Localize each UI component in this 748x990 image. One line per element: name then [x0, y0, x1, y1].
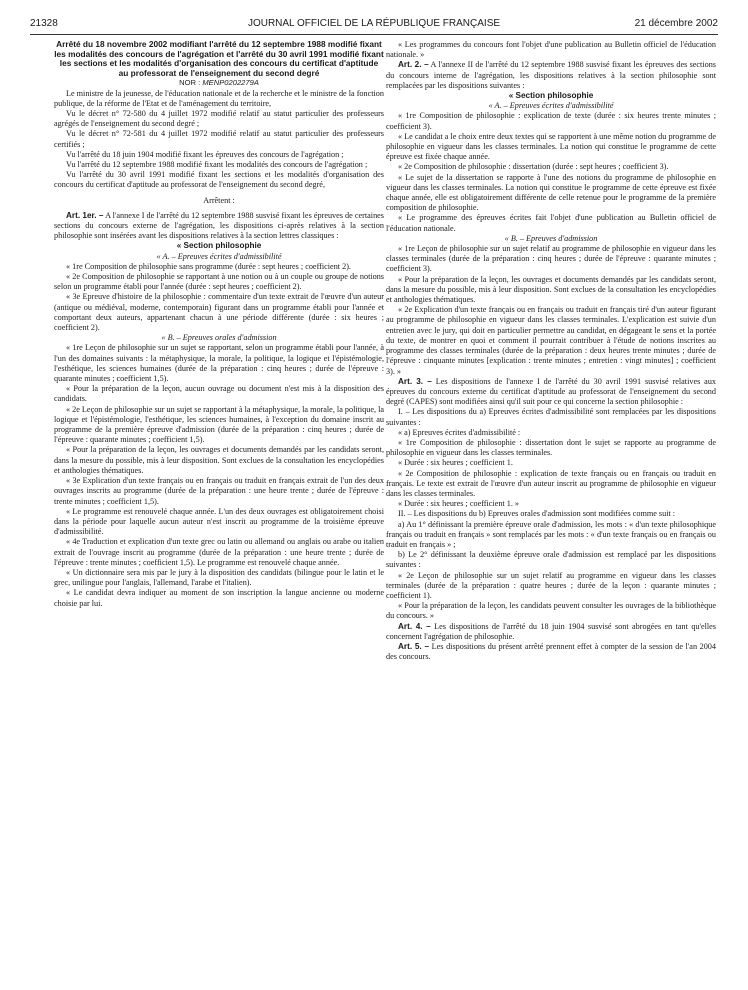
paragraph: « Pour la préparation de la leçon, les ouvrages et documents demandés par les candidats seront, dans la mesure du possible, mis à leur disposition. Sont exclues de la consultation les encyclopédies et anthologies thématiques.	[386, 274, 716, 305]
paragraph: II. – Les dispositions du b) Epreuves orales d'admission sont modifiées comme suit :	[398, 509, 676, 519]
subsection-heading: « A. – Epreuves écrites d'admissibilité	[488, 101, 614, 111]
header-rule	[30, 34, 718, 35]
paragraph: « 2e Leçon de philosophie sur un sujet se rapportant à la métaphysique, la morale, la politique, la logique et l'épistémologie, l'esthétique, les sciences humaines, à l'exception du domaine inscrit au programme de la première épreuve d'admission (durée de la préparation : cinq heures ; durée de l'épreuve : quarante minutes ; coefficient 1,5).	[54, 404, 384, 445]
decree-title: Arrêté du 18 novembre 2002 modifiant l'arrêté du 12 septembre 1988 modifié fixant les modalités des concours de l'agrégation et l'arrêté du 30 avril 1991 modifié fixant les sections et les modalités d'organisation des concours du certificat d'aptitude au professorat de l'enseignement du second degré	[54, 39, 384, 78]
article-5: Art. 5. – Les dispositions du présent arrêté prennent effet à compter de la session de l'an 2004 des concours.	[386, 641, 716, 662]
paragraph: Vu l'arrêté du 12 septembre 1988 modifié fixant les modalités des concours de l'agrégation ;	[66, 160, 368, 169]
paragraph: « Le programme est renouvelé chaque année. L'un des deux ouvrages est obligatoirement choisi dans la période pour laquelle aucun auteur n'est inscrit au programme de la troisième épreuve d'admissibilité.	[54, 506, 384, 537]
paragraph: « Un dictionnaire sera mis par le jury à la disposition des candidats (bilingue pour le latin et le grec, unilingue pour l'anglais, l'allemand, l'arabe et l'italien).	[54, 567, 384, 588]
article-label: Art. 4. –	[398, 621, 431, 631]
paragraph: « Le candidat devra indiquer au moment de son inscription la langue ancienne ou moderne choisie par lui.	[54, 588, 384, 608]
paragraph: Le ministre de la jeunesse, de l'éducation nationale et de la recherche et le ministre de la fonction publique, de la réforme de l'Etat et de l'aménagement du territoire,	[54, 88, 384, 108]
paragraph: « a) Epreuves écrites d'admissibilité :	[398, 427, 521, 437]
paragraph: Vu le décret n° 72-581 du 4 juillet 1972 modifié relatif au statut particulier des professeurs certifiés ;	[54, 129, 384, 149]
paragraph: « Durée : six heures ; coefficient 1. »	[398, 499, 520, 509]
paragraph: « 3e Epreuve d'histoire de la philosophie : commentaire d'un texte extrait de l'œuvre d'un auteur (antique ou médiéval, moderne, contemporain) figurant dans un programme établi pour l'année et comportant deux auteurs, appartenant chacun à une période différente (durée : six heures ; coefficient 2).	[54, 292, 384, 333]
paragraph: « Le sujet de la dissertation se rapporte à l'une des notions du programme de philosophie en vigueur dans les classes terminales. La notion qui constitue le programme de cette épreuve est fixée chaque année, elle est obligatoirement différente de celle retenue pour le programme de la première composition de philosophie.	[386, 172, 716, 213]
nor-code: MENP0202279A	[202, 78, 259, 88]
nor-reference	[54, 78, 384, 88]
page-header	[30, 18, 718, 32]
journal-title: JOURNAL OFFICIEL DE LA RÉPUBLIQUE FRANÇAISE	[247, 18, 501, 29]
article-3: Art. 3. – Les dispositions de l'annexe I de l'arrêté du 30 avril 1991 susvisé relatives aux épreuves du concours externe du certificat d'aptitude au professorat de l'enseignement du second degré (CAPES) sont modifiées ainsi qu'il suit pour ce qui concerne la section philosophie :	[386, 376, 717, 407]
paragraph: Vu le décret n° 72-580 du 4 juillet 1972 modifié relatif au statut particulier des professeurs agrégés de l'enseignement du second degré ;	[54, 108, 384, 129]
paragraph: « 2e Composition de philosophie : dissertation (durée : sept heures ; coefficient 3).	[398, 162, 669, 172]
paragraph: « 1re Composition de philosophie sans programme (durée : sept heures ; coefficient 2).	[66, 261, 351, 271]
paragraph: « Pour la préparation de la leçon, aucun ouvrage ou document n'est mis à la disposition des candidats.	[54, 384, 384, 404]
page-date: 21 décembre 2002	[634, 18, 718, 29]
paragraph: Vu l'arrêté du 18 juin 1904 modifié fixant les épreuves des concours de l'agrégation ;	[66, 149, 344, 159]
paragraph: Vu l'arrêté du 30 avril 1991 modifié fixant les sections et les modalités d'organisation des concours du certificat d'aptitude au professorat de l'enseignement du second degré,	[54, 170, 384, 190]
paragraph: b) Le 2° définissant la deuxième épreuve orale d'admission est remplacé par les dispositions suivantes :	[386, 550, 716, 570]
article-1: Art. 1er. – A l'annexe I de l'arrêté du 12 septembre 1988 susvisé fixant les épreuves de certaines sections du concours externe de l'agrégation, les dispositions ci-après relatives à la section philosophie sont insérées avant les dispositions relatives à la section lettres classiques :	[54, 210, 384, 241]
subsection-heading: « B. – Epreuves orales d'admission	[161, 333, 277, 343]
paragraph: « Pour la préparation de la leçon, les ouvrages et documents demandés par les candidats seront, dans la mesure du possible, mis à leur disposition. Sont exclues de la consultation les encyclopédies et anthologies thématiques.	[54, 445, 384, 475]
nor-label: NOR :	[179, 78, 201, 88]
paragraph: « 1re Leçon de philosophie sur un sujet relatif au programme de philosophie en vigueur dans les classes terminales (durée de la préparation : cinq heures ; durée de l'épreuve : quarante minutes ; coefficient 3).	[386, 244, 716, 274]
paragraph: « 1re Leçon de philosophie sur un sujet se rapportant, selon un programme établi pour l'année, à l'un des domaines suivants : la métaphysique, la morale, la politique, la logique et l'épistémologie, l'esthétique, les sciences humaines (durée de la préparation : cinq heures ; durée de l'épreuve : quarante minutes ; coefficient 1,5).	[54, 343, 384, 384]
left-column	[54, 40, 384, 609]
paragraph: « Les programmes du concours font l'objet d'une publication au Bulletin officiel de l'éducation nationale. »	[386, 40, 716, 60]
article-2: Art. 2. – A l'annexe II de l'arrêté du 12 septembre 1988 susvisé fixant les épreuves des sections du concours interne de l'agrégation, les dispositions relatives à la section philosophie sont remplacées par les dispositions suivantes :	[386, 60, 716, 90]
arretent: Arrêtent :	[203, 195, 235, 205]
article-label: Art. 5. –	[398, 641, 430, 651]
paragraph: « Durée : six heures ; coefficient 1.	[398, 458, 513, 468]
paragraph: « Le programme des épreuves écrites fait l'objet d'une publication au Bulletin officiel de l'éducation nationale.	[386, 213, 716, 233]
paragraph: « 1re Composition de philosophie : explication de texte (durée : six heures trente minutes ; coefficient 3).	[386, 111, 716, 131]
section-title: « Section philosophie	[176, 241, 262, 251]
subsection-heading: « A. – Epreuves écrites d'admissibilité	[156, 251, 282, 261]
paragraph: « Pour la préparation de la leçon, les candidats peuvent consulter les ouvrages de la bibliothèque du concours. »	[386, 601, 716, 621]
paragraph: I. – Les dispositions du a) Epreuves écrites d'admissibilité sont remplacées par les dispositions suivantes :	[386, 407, 716, 427]
paragraph: a) Au 1° définissant la première épreuve orale d'admission, les mots : « d'un texte philosophique français ou traduit en français » sont remplacés par les mots : « d'un texte français ou en français ou traduit en français » ;	[386, 519, 716, 549]
paragraph: « 2e Composition de philosophie se rapportant à une notion ou à un couple ou groupe de notions selon un programme établi pour l'année (durée : sept heures ; coefficient 2).	[54, 272, 384, 292]
paragraph: « 2e Composition de philosophie : explication de texte français ou en français ou traduit en français. Le texte est extrait de l'œuvre d'un auteur inscrit au programme de philosophie en vigueur dans les classes terminales.	[386, 468, 716, 498]
right-column	[386, 40, 716, 662]
paragraph: « 1re Composition de philosophie : dissertation dont le sujet se rapporte au programme de philosophie en vigueur dans les classes terminales.	[386, 437, 716, 458]
paragraph: « 3e Explication d'un texte français ou en français ou traduit en français extrait de l'un des deux ouvrages inscrits au programme (durée de la préparation : une heure trente ; durée de l'épreuve : trente minutes ; coefficient 1,5).	[54, 476, 384, 506]
page-number: 21328	[30, 18, 58, 29]
article-label: Art. 3. –	[398, 376, 432, 386]
paragraph: « 2e Leçon de philosophie sur un sujet relatif au programme en vigueur dans les classes terminales (durée de la préparation : quatre heures ; durée de la leçon : quarante minutes ; coefficient 1).	[386, 570, 716, 600]
paragraph: « 4e Traduction et explication d'un texte grec ou latin ou allemand ou anglais ou arabe ou italien extrait de l'ouvrage inscrit au programme (durée de la préparation : une heure trente ; durée de l'épreuve : trente minutes ; coefficient 1,5). Le programme est renouvelé chaque année.	[54, 537, 384, 567]
section-title: « Section philosophie	[508, 91, 594, 101]
article-label: Art. 1er. –	[66, 210, 104, 220]
subsection-heading: « B. – Epreuves d'admission	[504, 233, 598, 243]
article-label: Art. 2. –	[398, 60, 429, 70]
article-4: Art. 4. – Les dispositions de l'arrêté du 18 juin 1904 susvisé sont abrogées en tant qu'elles concernent l'agrégation de philosophie.	[386, 621, 716, 641]
paragraph: « Le candidat a le choix entre deux textes qui se rapportent à une même notion du programme de philosophie en vigueur dans les classes terminales. La notion qui constitue le programme de cette épreuve est fixée chaque année.	[386, 131, 716, 162]
paragraph: « 2e Explication d'un texte français ou en français ou traduit en français tiré d'un auteur figurant au programme de philosophie en vigueur dans les classes terminales. L'explication est suivie d'un entretien avec le jury, qui doit en particulier permettre au candidat, en dégageant le sens et la portée du texte, de montrer en quoi et comment il pourrait contribuer à l'étude de notions inscrites au programme des classes terminales (durée de la préparation : deux heures trente minutes ; durée de l'épreuve : cinquante minutes [explication : trente minutes ; entretien : vingt minutes] ; coefficient 3). »	[386, 305, 716, 376]
